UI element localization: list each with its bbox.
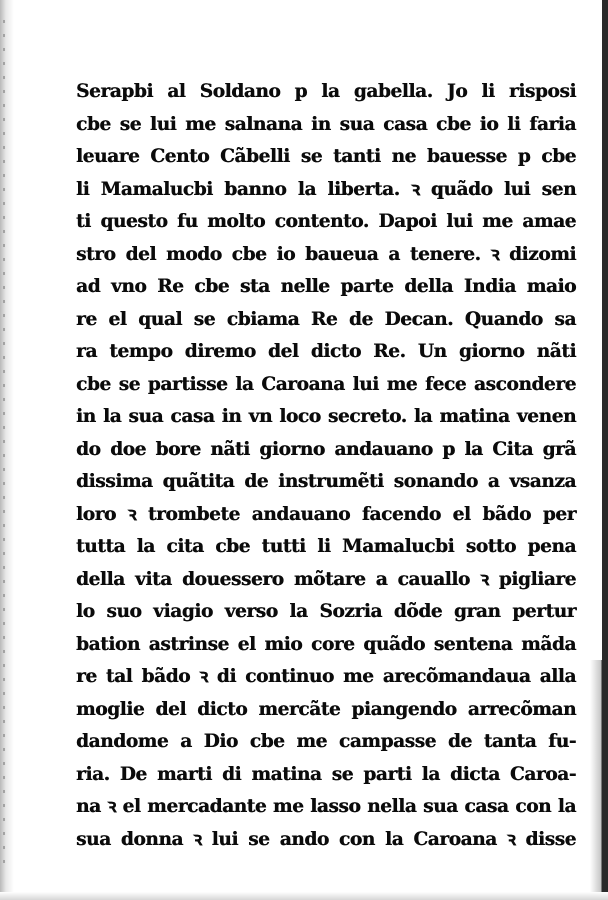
text-line-7: ad vno Re cbe sta nelle parte della India maio xyxy=(76,276,576,297)
text-line-13: dissima quãtita de instrumẽti sonando a vsanza xyxy=(76,471,576,492)
text-line-1: Serapbi al Soldano p la gabella. Jo li risposi xyxy=(76,81,576,102)
text-line-18: bation astrinse el mio core quãdo sentena mãda xyxy=(76,633,576,655)
blackletter-text-block xyxy=(76,76,576,856)
text-line-21: dandome a Dio cbe me campasse de tanta fu- xyxy=(76,731,576,752)
text-line-6: stro del modo cbe io baueua a tenere. ꝛ dizomi xyxy=(76,243,576,265)
text-line-15: tutta la cita cbe tutti li Mamalucbi sotto pena xyxy=(76,536,576,557)
page-left-edge-shadow xyxy=(0,0,14,900)
text-line-4: li Mamalucbi banno la liberta. ꝛ quãdo lui sen xyxy=(76,178,576,200)
text-line-14: loro ꝛ trombete andauano facendo el bãdo per xyxy=(76,503,576,525)
text-line-16: della vita douessero mõtare a cauallo ꝛ pigliare xyxy=(76,568,576,590)
text-line-5: ti questo fu molto contento. Dapoi lui me amae xyxy=(76,211,576,232)
text-line-8: re el qual se cbiama Re de Decan. Quando sa xyxy=(76,308,576,330)
text-line-12: do doe bore nãti giorno andauano p la Cita grã xyxy=(76,438,576,460)
page-right-bottom-shadow xyxy=(590,660,608,900)
text-line-3: leuare Cento Cãbelli se tanti ne bauesse p cbe xyxy=(76,146,576,167)
text-line-17: lo suo viagio verso la Sozria dõde gran pertur xyxy=(76,601,576,622)
text-line-20: moglie del dicto mercãte piangendo arrecõman xyxy=(76,698,576,720)
text-line-19: re tal bãdo ꝛ di continuo me arecõmandaua alla xyxy=(76,666,576,687)
text-line-23: na ꝛ el mercadante me lasso nella sua casa con la xyxy=(76,796,576,817)
text-line-10: cbe se partisse la Caroana lui me fece ascondere xyxy=(76,373,576,395)
page-bottom-edge-shadow xyxy=(0,892,608,900)
text-line-11: in la sua casa in vn loco secreto. la matina venen xyxy=(76,406,576,427)
text-line-9: ra tempo diremo del dicto Re. Un giorno nãti xyxy=(76,341,576,362)
text-line-24: sua donna ꝛ lui se ando con la Caroana ꝛ disse xyxy=(76,828,576,850)
text-line-22: ria. De marti di matina se parti la dicta Caroa- xyxy=(76,763,576,785)
text-line-2: cbe se lui me salnana in sua casa cbe io li faria xyxy=(76,113,576,135)
